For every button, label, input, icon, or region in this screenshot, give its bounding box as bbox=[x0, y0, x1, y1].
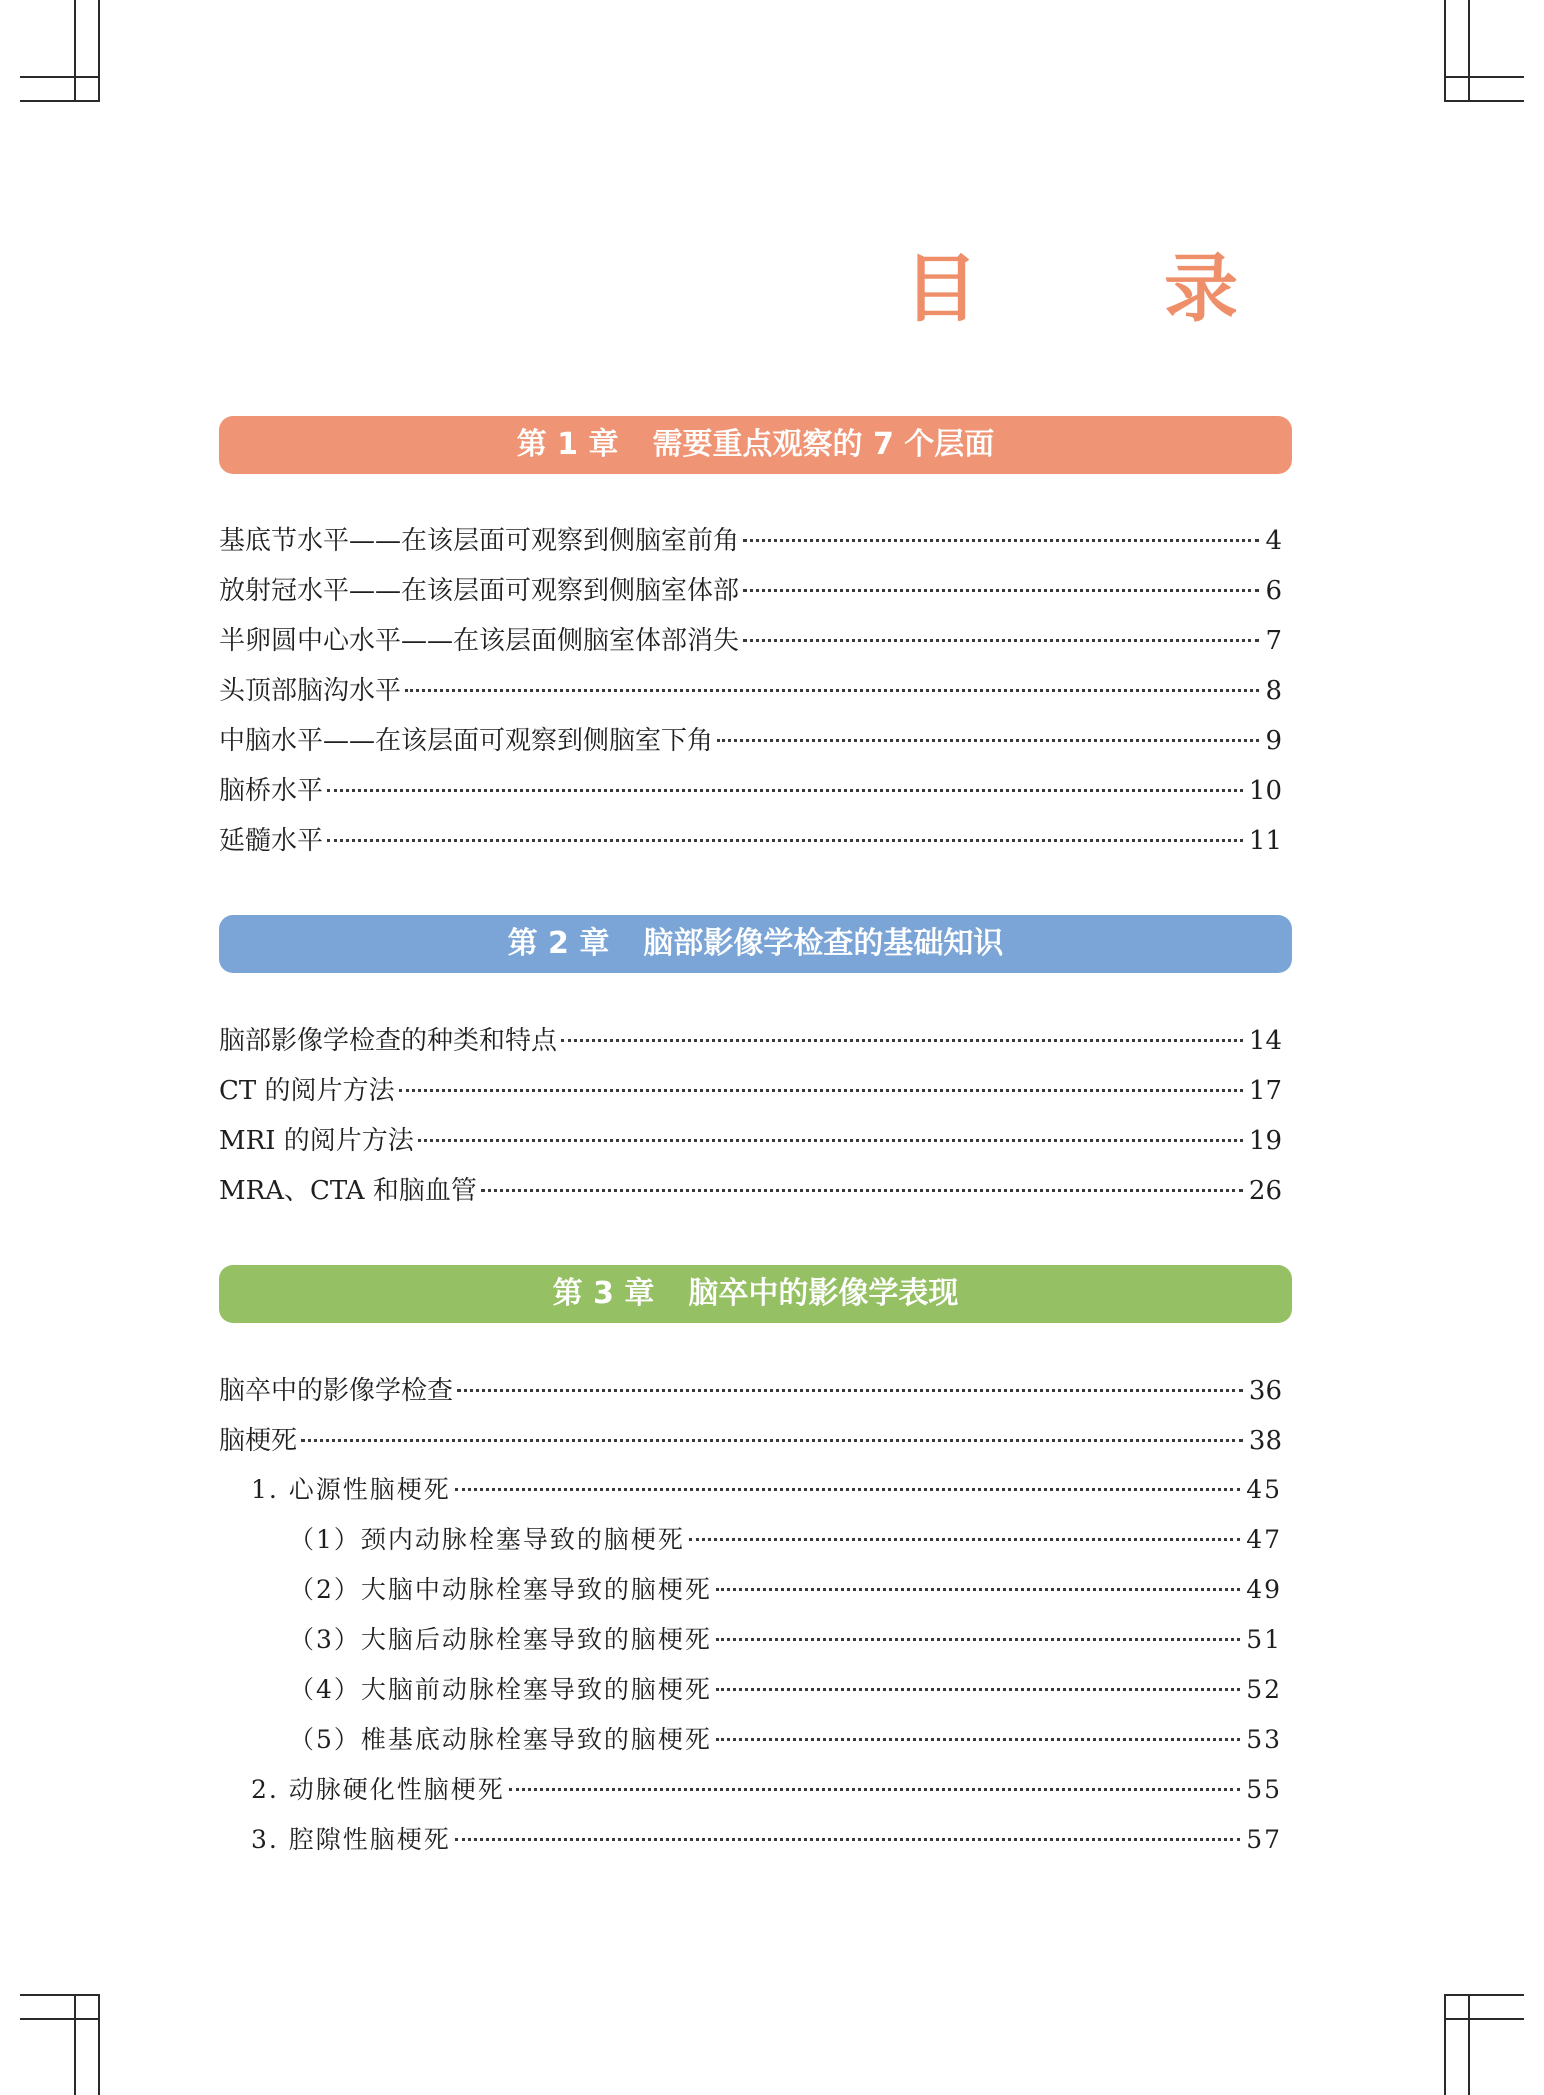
crop-mark bbox=[98, 0, 100, 100]
toc-entry-page: 45 bbox=[1246, 1475, 1282, 1504]
toc-entry[interactable] bbox=[219, 1370, 1282, 1420]
toc-entry[interactable] bbox=[219, 1470, 1282, 1520]
toc-entry-page: 4 bbox=[1265, 526, 1282, 556]
chapter-3-toc bbox=[219, 1370, 1282, 1870]
toc-entry-label: 脑桥水平 bbox=[219, 776, 324, 806]
chapter-2-number: 第 2 章 bbox=[507, 926, 610, 961]
toc-entry-page: 36 bbox=[1248, 1376, 1282, 1406]
toc-entry-label: 3. 腔隙性脑梗死 bbox=[251, 1825, 451, 1854]
crop-mark bbox=[74, 1994, 76, 2095]
page-title: 目 录 bbox=[904, 246, 1294, 332]
toc-entry[interactable] bbox=[219, 1120, 1282, 1170]
chapter-3-number: 第 3 章 bbox=[552, 1276, 655, 1311]
chapter-3-title: 脑卒中的影像学表现 bbox=[688, 1276, 959, 1311]
toc-entry-label: 脑部影像学检查的种类和特点 bbox=[219, 1026, 558, 1056]
toc-entry[interactable] bbox=[219, 820, 1282, 870]
toc-entry-page: 8 bbox=[1265, 676, 1282, 706]
dot-leader bbox=[716, 1738, 1240, 1741]
crop-mark bbox=[1444, 1994, 1524, 1996]
dot-leader bbox=[509, 1788, 1240, 1791]
toc-entry-page: 11 bbox=[1248, 826, 1282, 856]
toc-entry-label: MRI 的阅片方法 bbox=[219, 1126, 414, 1156]
toc-entry-label: CT 的阅片方法 bbox=[219, 1076, 395, 1106]
chapter-2-banner bbox=[219, 915, 1292, 973]
dot-leader bbox=[743, 589, 1259, 592]
toc-entry-label: （2）大脑中动脉栓塞导致的脑梗死 bbox=[289, 1575, 712, 1604]
toc-entry-page: 49 bbox=[1246, 1575, 1282, 1604]
toc-entry[interactable] bbox=[219, 570, 1282, 620]
crop-mark bbox=[1468, 1994, 1470, 2095]
toc-entry-page: 47 bbox=[1246, 1525, 1282, 1554]
crop-mark bbox=[1444, 2018, 1524, 2020]
toc-entry[interactable] bbox=[219, 770, 1282, 820]
toc-entry[interactable] bbox=[219, 1820, 1282, 1870]
toc-entry-label: （3）大脑后动脉栓塞导致的脑梗死 bbox=[289, 1625, 712, 1654]
toc-entry[interactable] bbox=[219, 1570, 1282, 1620]
chapter-2-toc bbox=[219, 1020, 1282, 1220]
toc-entry-page: 10 bbox=[1248, 776, 1282, 806]
crop-mark bbox=[1468, 0, 1470, 100]
toc-entry-page: 7 bbox=[1265, 626, 1282, 656]
toc-entry[interactable] bbox=[219, 1420, 1282, 1470]
toc-entry-label: 头顶部脑沟水平 bbox=[219, 676, 402, 706]
toc-entry[interactable] bbox=[219, 620, 1282, 670]
toc-entry-label: 脑卒中的影像学检查 bbox=[219, 1376, 454, 1406]
toc-entry-page: 9 bbox=[1265, 726, 1282, 756]
toc-entry-label: 半卵圆中心水平——在该层面侧脑室体部消失 bbox=[219, 626, 740, 656]
toc-entry-label: MRA、CTA 和脑血管 bbox=[219, 1176, 477, 1206]
toc-entry-page: 17 bbox=[1248, 1076, 1282, 1106]
toc-entry-label: 2. 动脉硬化性脑梗死 bbox=[251, 1775, 505, 1804]
crop-mark bbox=[1444, 0, 1446, 100]
chapter-1-number: 第 1 章 bbox=[516, 427, 619, 462]
dot-leader bbox=[716, 1688, 1240, 1691]
dot-leader bbox=[327, 789, 1243, 792]
toc-entry-page: 19 bbox=[1248, 1126, 1282, 1156]
crop-mark bbox=[1444, 100, 1524, 102]
toc-entry-page: 26 bbox=[1248, 1176, 1282, 1206]
toc-entry-page: 53 bbox=[1246, 1725, 1282, 1754]
dot-leader bbox=[399, 1089, 1243, 1092]
toc-entry-page: 38 bbox=[1248, 1426, 1282, 1456]
toc-entry-label: （5）椎基底动脉栓塞导致的脑梗死 bbox=[289, 1725, 712, 1754]
toc-entry-page: 14 bbox=[1248, 1026, 1282, 1056]
dot-leader bbox=[418, 1139, 1243, 1142]
toc-entry[interactable] bbox=[219, 670, 1282, 720]
dot-leader bbox=[301, 1439, 1243, 1442]
crop-mark bbox=[1444, 1994, 1446, 2095]
crop-mark bbox=[1444, 76, 1524, 78]
toc-entry[interactable] bbox=[219, 1620, 1282, 1670]
toc-entry[interactable] bbox=[219, 1070, 1282, 1120]
toc-entry[interactable] bbox=[219, 1520, 1282, 1570]
chapter-1-banner bbox=[219, 416, 1292, 474]
dot-leader bbox=[716, 1588, 1240, 1591]
crop-mark bbox=[20, 1994, 100, 1996]
dot-leader bbox=[716, 1638, 1240, 1641]
dot-leader bbox=[561, 1039, 1243, 1042]
toc-entry-page: 52 bbox=[1246, 1675, 1282, 1704]
chapter-3-banner bbox=[219, 1265, 1292, 1323]
toc-entry-label: （1）颈内动脉栓塞导致的脑梗死 bbox=[289, 1525, 685, 1554]
toc-entry-label: 中脑水平——在该层面可观察到侧脑室下角 bbox=[219, 726, 714, 756]
dot-leader bbox=[457, 1389, 1243, 1392]
chapter-1-toc bbox=[219, 520, 1282, 870]
chapter-1-title: 需要重点观察的 7 个层面 bbox=[652, 427, 995, 462]
toc-entry[interactable] bbox=[219, 1720, 1282, 1770]
toc-entry-label: 延髓水平 bbox=[219, 826, 324, 856]
toc-entry[interactable] bbox=[219, 1670, 1282, 1720]
dot-leader bbox=[743, 639, 1259, 642]
dot-leader bbox=[455, 1838, 1240, 1841]
crop-mark bbox=[20, 100, 100, 102]
toc-entry-label: 1. 心源性脑梗死 bbox=[251, 1475, 451, 1504]
dot-leader bbox=[455, 1488, 1240, 1491]
toc-entry-label: （4）大脑前动脉栓塞导致的脑梗死 bbox=[289, 1675, 712, 1704]
toc-entry-page: 57 bbox=[1246, 1825, 1282, 1854]
dot-leader bbox=[743, 539, 1259, 542]
toc-entry[interactable] bbox=[219, 1170, 1282, 1220]
toc-entry[interactable] bbox=[219, 520, 1282, 570]
dot-leader bbox=[717, 739, 1259, 742]
crop-mark bbox=[20, 2018, 100, 2020]
crop-mark bbox=[74, 0, 76, 100]
toc-entry[interactable] bbox=[219, 1020, 1282, 1070]
toc-entry-page: 51 bbox=[1246, 1625, 1282, 1654]
toc-entry-label: 脑梗死 bbox=[219, 1426, 298, 1456]
dot-leader bbox=[327, 839, 1243, 842]
toc-entry-label: 放射冠水平——在该层面可观察到侧脑室体部 bbox=[219, 576, 740, 606]
toc-entry[interactable] bbox=[219, 720, 1282, 770]
crop-mark bbox=[98, 1994, 100, 2095]
toc-entry-label: 基底节水平——在该层面可观察到侧脑室前角 bbox=[219, 526, 740, 556]
toc-entry-page: 55 bbox=[1246, 1775, 1282, 1804]
dot-leader bbox=[689, 1538, 1240, 1541]
chapter-2-title: 脑部影像学检查的基础知识 bbox=[643, 926, 1004, 961]
dot-leader bbox=[405, 689, 1259, 692]
toc-entry-page: 6 bbox=[1265, 576, 1282, 606]
toc-entry[interactable] bbox=[219, 1770, 1282, 1820]
crop-mark bbox=[20, 76, 100, 78]
dot-leader bbox=[481, 1189, 1243, 1192]
